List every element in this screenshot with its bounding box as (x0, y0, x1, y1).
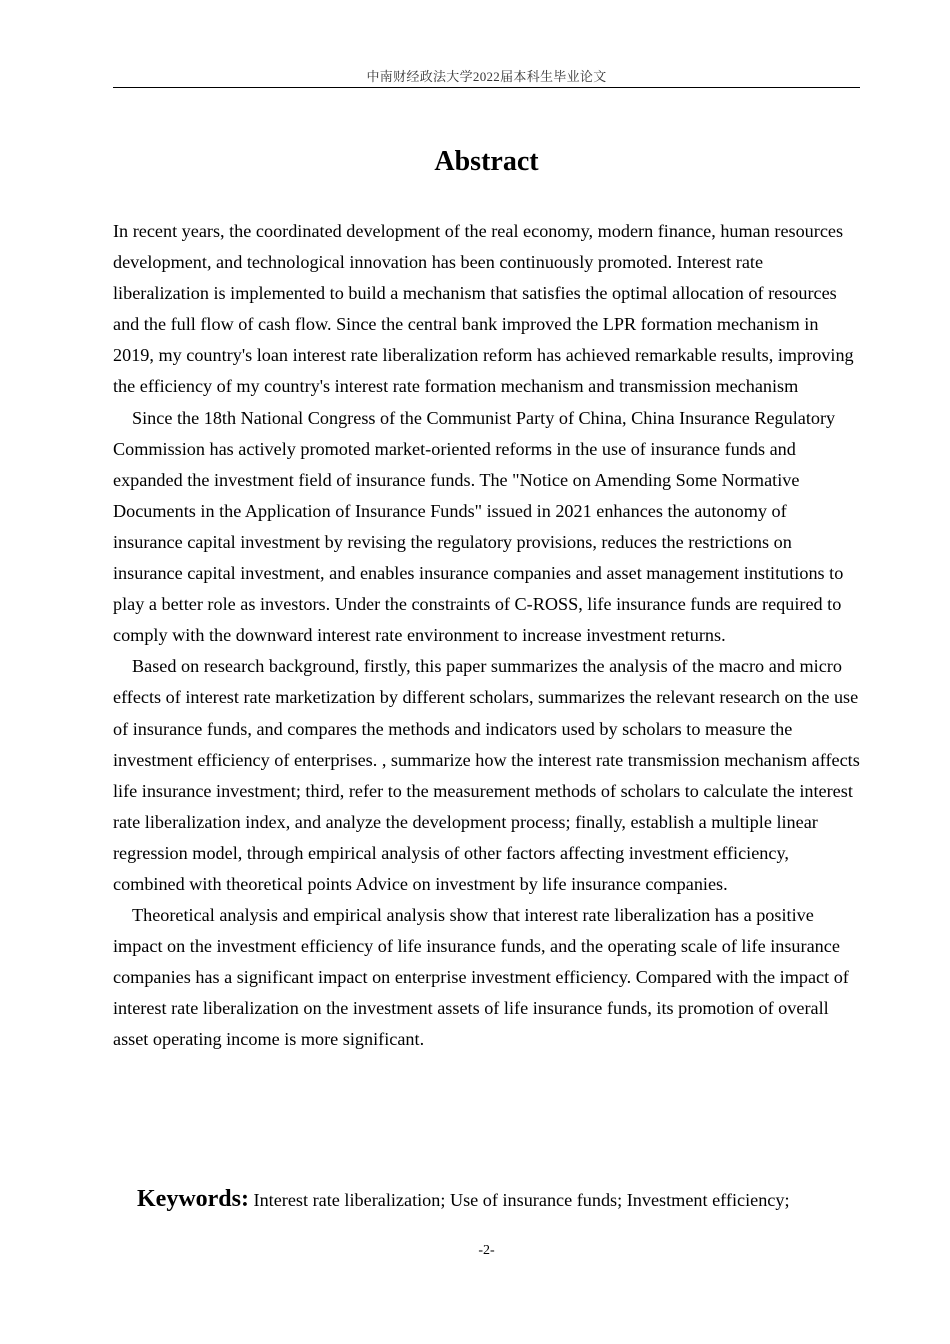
abstract-paragraph: Based on research background, firstly, this paper summarizes the analysis of the macro and micro effects of interest rate marketization by different scholars, summarizes the relevant research on the use of insurance funds, and compares the methods and indicators used by scholars to measure the investment efficiency of enterprises. , summarize how the interest rate transmission mechanism affects life insurance investment; third, refer to the measurement methods of scholars to calculate the interest rate liberalization index, and analyze the development process; finally, establish a multiple linear regression model, through empirical analysis of other factors affecting investment efficiency, combined with theoretical points Advice on investment by life insurance companies. (113, 656, 860, 894)
page-number: -2- (478, 1243, 495, 1258)
keywords-text: Interest rate liberalization; Use of insurance funds; Investment efficiency; (248, 1190, 790, 1210)
running-header: 中南财经政法大学2022届本科生毕业论文 (366, 69, 607, 84)
abstract-paragraph: Theoretical analysis and empirical analysis show that interest rate liberalization has a positive impact on the investment efficiency of life insurance funds, and the operating scale of life insurance companies has a significant impact on enterprise investment efficiency. Compared with the impact of interest rate liberalization on the investment assets of life insurance funds, its promotion of overall asset operating income is more significant. (113, 905, 849, 1050)
header-divider (113, 87, 860, 88)
page-title: Abstract (434, 146, 539, 177)
abstract-paragraph: Since the 18th National Congress of the Communist Party of China, China Insurance Regulatory Commission has actively promoted market-oriented reforms in the use of insurance funds and expanded the investment field of insurance funds. The "Notice on Amending Some Normative Documents in the Application of Insurance Funds" issued in 2021 enhances the autonomy of insurance capital investment by revising the regulatory provisions, reduces the restrictions on insurance capital investment, and enables insurance companies and asset management institutions to play a better role as investors. Under the constraints of C-ROSS, life insurance funds are required to comply with the downward interest rate environment to increase investment returns. (113, 407, 844, 646)
abstract-paragraph: In recent years, the coordinated development of the real economy, modern finance, human resources development, and technological innovation has been continuously promoted. Interest rate liberalization is implemented to build a mechanism that satisfies the optimal allocation of resources and the full flow of cash flow. Since the central bank improved the LPR formation mechanism in 2019, my country's loan interest rate liberalization reform has achieved remarkable results, improving the efficiency of my country's interest rate formation mechanism and transmission mechanism (113, 221, 854, 397)
abstract-body (113, 216, 860, 1056)
keywords-line (137, 1183, 860, 1216)
keywords-label: Keywords: (137, 1186, 249, 1212)
